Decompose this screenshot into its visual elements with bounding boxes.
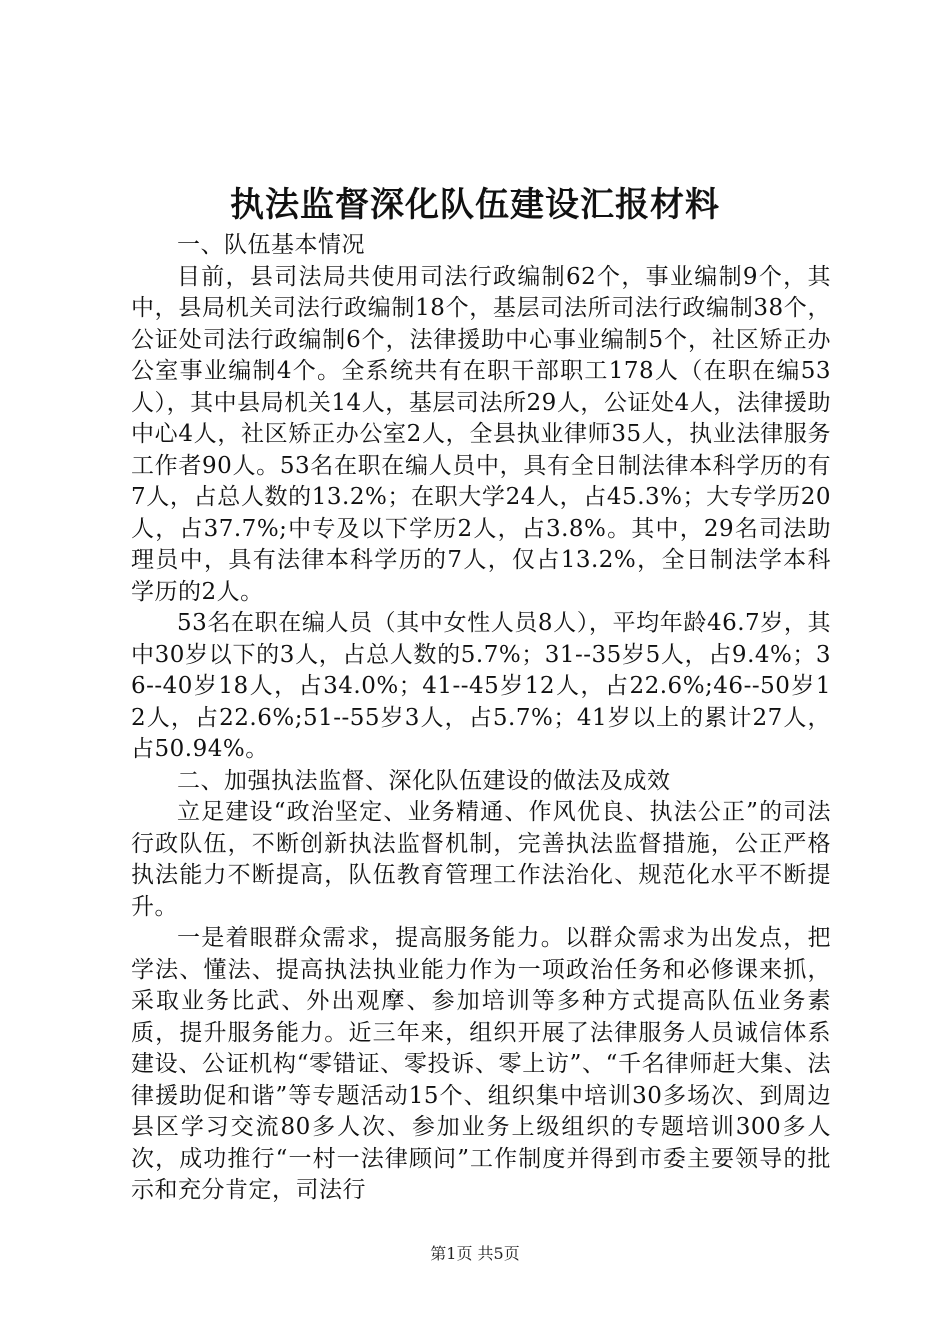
section-heading-2: 二、加强执法监督、深化队伍建设的做法及成效 [177,767,671,794]
paragraph-staffing: 目前，县司法局共使用司法行政编制62个，事业编制9个，其中，县局机关司法行政编制18个，基层司法所司法行政编制38个，公证处司法行政编制6个，法律援助中心事业编制5个，社区矫正办公室事业编制4个。全系统共有在职干部职工178人（在职在编53人），其中县局机关14人，基层司法所29人，公证处4人，法律援助中心4人，社区矫正办公室2人，全县执业律师35人，执业法律服务工作者90人。53名在职在编人员中，具有全日制法律本科学历的有7人，占总人数的13.2%；在职大学24人，占45.3%；大专学历20人，占37.7%;中专及以下学历2人，占3.8%。其中，29名司法助理员中，具有法律本科学历的7人，仅占13.2%，全日制法学本科学历的2人。 [131,263,831,605]
page-footer: 第1页 共5页 [430,1244,520,1263]
document-body [131,230,831,1207]
paragraph-overview: 立足建设“政治坚定、业务精通、作风优良、执法公正”的司法行政队伍，不断创新执法监督机制，完善执法监督措施，公正严格执法能力不断提高，队伍教育管理工作法治化、规范化水平不断提升。 [131,799,831,920]
section-heading-1: 一、队伍基本情况 [177,232,365,258]
paragraph-service-capacity: 一是着眼群众需求，提高服务能力。以群众需求为出发点，把学法、懂法、提高执法执业能力作为一项政治任务和必修课来抓，采取业务比武、外出观摩、参加培训等多种方式提高队伍业务素质，提升服务能力。近三年来，组织开展了法律服务人员诚信体系建设、公证机构“零错证、零投诉、零上访”、“千名律师赶大集、法律援助促和谐”等专题活动15个、组织集中培训30多场次、到周边县区学习交流80多人次、参加业务上级组织的专题培训300多人次，成功推行“一村一法律顾问”工作制度并得到市委主要领导的批示和充分肯定，司法行 [131,925,831,1203]
paragraph-age-distribution: 53名在职在编人员（其中女性人员8人），平均年龄46.7岁，其中30岁以下的3人，占总人数的5.7%；31--35岁5人，占9.4%；36--40岁18人，占34.0%；41--45岁12人，占22.6%;46--50岁12人，占22.6%;51--55岁3人，占5.7%；41岁以上的累计27人，占50.94%。 [131,610,831,762]
document-title: 执法监督深化队伍建设汇报材料 [230,185,720,225]
